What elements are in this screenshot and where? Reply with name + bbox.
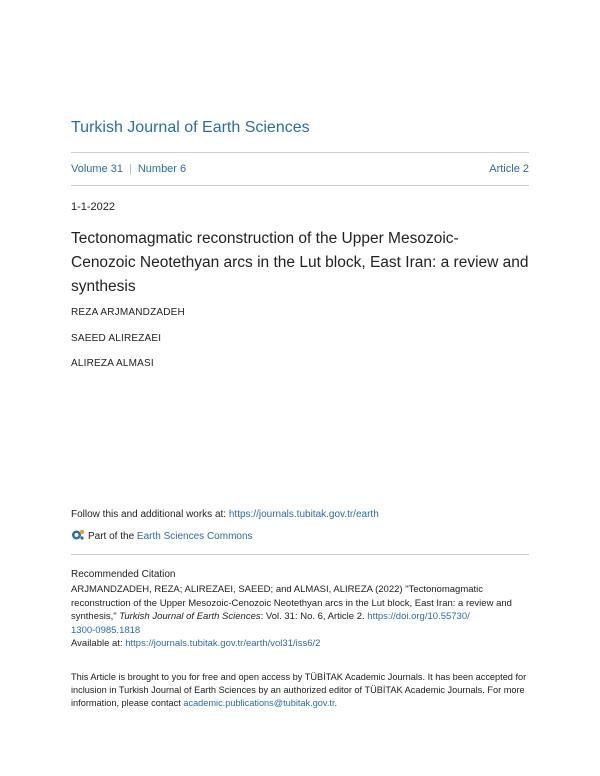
notice-text: . <box>334 698 338 708</box>
part-of-line <box>71 529 253 544</box>
citation-line <box>71 637 531 651</box>
top-divider <box>71 152 529 153</box>
citation-divider <box>71 554 529 555</box>
available-url-link[interactable]: https://journals.tubitak.gov.tr/earth/vol31/iss6/2 <box>125 638 321 649</box>
follow-text: Follow this and additional works at: <box>71 509 229 520</box>
issue-divider <box>71 185 529 186</box>
follow-url-link[interactable]: https://journals.tubitak.gov.tr/earth <box>228 509 379 520</box>
citation-line <box>71 610 531 624</box>
citation-line <box>71 624 531 638</box>
access-notice <box>71 671 533 710</box>
notice-line: This Article is brought to you for free and open access by TÜBİTAK Academic Journals. It has been accepted for <box>71 672 527 682</box>
notice-line <box>71 697 533 710</box>
part-of-prefix: Part of the <box>88 531 135 542</box>
journal-title-link[interactable]: Turkish Journal of Earth Sciences <box>71 119 310 136</box>
author-1: REZA ARJMANDZADEH <box>71 307 185 318</box>
citation-block <box>71 583 531 651</box>
issue-line <box>71 163 529 175</box>
notice-text: information, please contact <box>71 698 184 708</box>
title-line: Tectonomagmatic reconstruction of the Upper Mesozoic- <box>71 230 459 247</box>
doi-link[interactable]: https://doi.org/10.55730/ <box>367 611 470 622</box>
recommended-citation-heading: Recommended Citation <box>71 569 176 580</box>
separator: | <box>128 163 132 175</box>
citation-line: reconstruction of the Upper Mesozoic-Cenozoic Neotethyan arcs in the Lut block, East Iran: a review and <box>71 597 512 609</box>
author-2: SAEED ALIREZAEI <box>71 333 162 344</box>
earth-sciences-commons-link[interactable]: Earth Sciences Commons <box>136 531 253 542</box>
citation-text: synthesis," <box>71 611 120 622</box>
citation-text: : Vol. 31: No. 6, Article 2. <box>260 611 368 622</box>
doi-link-continued[interactable]: 1300-0985.1818 <box>71 624 141 636</box>
number-link[interactable]: Number 6 <box>137 163 187 175</box>
journal-name-italic: Turkish Journal of Earth Sciences <box>119 611 261 622</box>
network-icon <box>71 529 88 544</box>
publication-date: 1-1-2022 <box>71 201 116 213</box>
paper-title <box>71 227 533 299</box>
title-line: Cenozoic Neotethyan arcs in the Lut block, East Iran: a review and <box>71 254 529 271</box>
follow-line <box>71 509 379 520</box>
article-link[interactable]: Article 2 <box>489 163 529 175</box>
contact-email-link[interactable]: academic.publications@tubitak.gov.tr <box>183 698 335 708</box>
author-3: ALIREZA ALMASI <box>71 358 154 369</box>
notice-line: inclusion in Turkish Journal of Earth Sciences by an authorized editor of TÜBİTAK Academic Journals. For more <box>71 685 525 695</box>
citation-line: ARJMANDZADEH, REZA; ALIREZAEI, SAEED; and ALMASI, ALIREZA (2022) "Tectonomagmatic <box>71 584 484 595</box>
available-prefix: Available at: <box>71 638 126 649</box>
title-line: synthesis <box>71 278 136 295</box>
volume-link[interactable]: Volume 31 <box>71 163 123 175</box>
